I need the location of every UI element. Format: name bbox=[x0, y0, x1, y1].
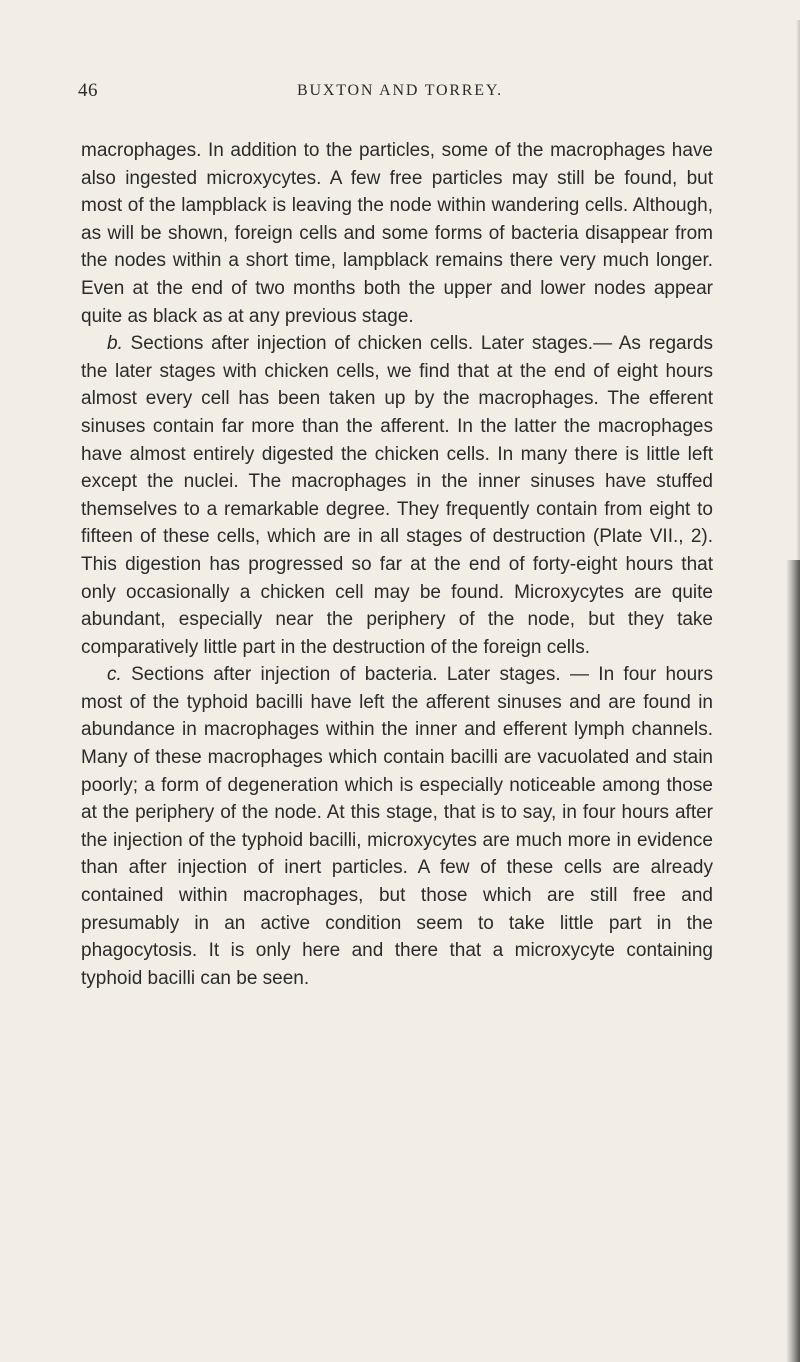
body-text bbox=[81, 137, 713, 992]
section-letter-c: c. bbox=[107, 664, 122, 686]
running-head: BUXTON AND TORREY. bbox=[297, 82, 503, 99]
paragraph-2-text: Sections after injection of chicken cells. Later stages.— As regards the later stages with chicken cells, we find that at the end of eight hours almost every cell has been taken up by the macrophages. The efferent sinuses contain far more than the afferent. In the latter the macrophages have almost entirely digested the chicken cells. In many there is little left except the nuclei. The macrophages in the inner sinuses have stuffed themselves to a remarkable degree. They frequently contain from eight to fifteen of these cells, which are in all stages of destruction (Plate VII., 2). This digestion has progressed so far at the end of forty-eight hours that only occasionally a chicken cell may be found. Microxycytes are quite abundant, especially near the periphery of the node, but they take comparatively little part in the destruction of the foreign cells. bbox=[81, 333, 713, 658]
page-number: 46 bbox=[78, 80, 98, 101]
page-edge-shadow bbox=[786, 560, 800, 1362]
page-edge-shadow-top bbox=[796, 20, 800, 560]
paragraph-3-text: Sections after injection of bacteria. Later stages. — In four hours most of the typhoid bacilli have left the afferent sinuses and are found in abundance in macrophages within the inner and efferent lymph channels. Many of these macrophages which contain bacilli are vacuolated and stain poorly; a form of degeneration which is especially noticeable among those at the periphery of the node. At this stage, that is to say, in four hours after the injection of the typhoid bacilli, microxycytes are much more in evidence than after injection of inert particles. A few of these cells are already contained within macrophages, but those which are still free and presumably in an active condition seem to take little part in the phagocytosis. It is only here and there that a microxycyte containing typhoid bacilli can be seen. bbox=[81, 664, 713, 989]
section-letter-b: b. bbox=[107, 333, 123, 355]
paragraph-3 bbox=[81, 661, 713, 992]
paragraph-1: macrophages. In addition to the particles, some of the macrophages have also ingested microxycytes. A few free particles may still be found, but most of the lampblack is leaving the node within wandering cells. Although, as will be shown, foreign cells and some forms of bacteria disappear from the nodes within a short time, lampblack remains there very much longer. Even at the end of two months both the upper and lower nodes appear quite as black as at any previous stage. bbox=[81, 140, 713, 327]
paragraph-2 bbox=[81, 330, 713, 661]
